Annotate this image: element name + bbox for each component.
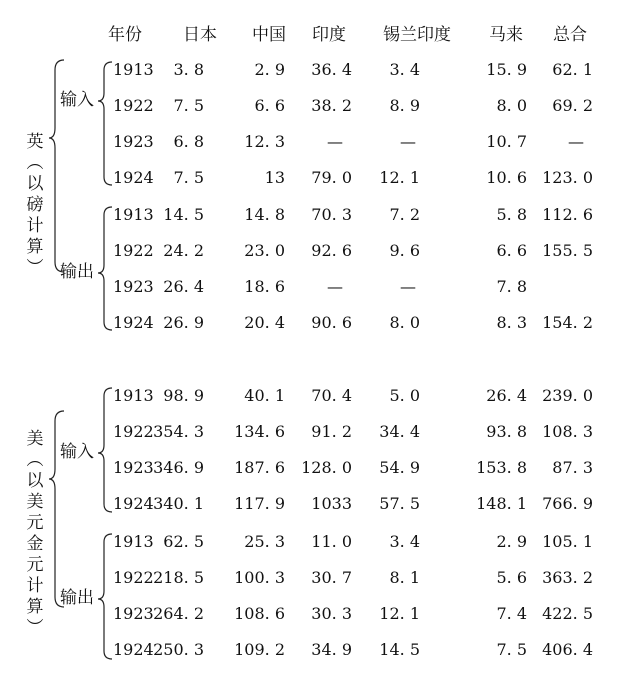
cell-japan: 218. 5	[153, 568, 204, 587]
cell-total: 239. 0	[542, 386, 593, 405]
cell-china: 12. 3	[244, 132, 285, 151]
cell-india: 79. 0	[311, 168, 352, 187]
cell-japan: 346. 9	[153, 458, 204, 477]
cell-ceylon: 14. 5	[379, 640, 420, 659]
cell-india: 36. 4	[311, 60, 352, 79]
cell-total: 108. 3	[542, 422, 593, 441]
cell-year: 1924	[113, 168, 154, 187]
cell-india: —	[327, 132, 343, 151]
section-label-char: 美	[26, 429, 44, 449]
section-label-char: ︵	[26, 450, 44, 470]
group-label-export: 输出	[60, 262, 94, 282]
cell-ceylon: 8. 1	[389, 568, 420, 587]
section-label-char: 以	[26, 174, 44, 194]
cell-year: 1922	[113, 96, 154, 115]
cell-japan: 98. 9	[163, 386, 204, 405]
cell-year: 1924	[113, 640, 154, 659]
header-china: 中国	[252, 25, 286, 45]
section-label-char: 英	[26, 132, 44, 152]
cell-total: —	[568, 132, 584, 151]
cell-malaya: 26. 4	[486, 386, 527, 405]
cell-ceylon: 12. 1	[379, 604, 420, 623]
cell-malaya: 7. 4	[496, 604, 527, 623]
cell-ceylon: 3. 4	[389, 60, 420, 79]
cell-india: 70. 4	[311, 386, 352, 405]
cell-japan: 62. 5	[163, 532, 204, 551]
cell-japan: 250. 3	[153, 640, 204, 659]
cell-china: 6. 6	[254, 96, 285, 115]
cell-india: 70. 3	[311, 205, 352, 224]
cell-china: 23. 0	[244, 241, 285, 260]
group-bracket	[98, 388, 112, 512]
cell-ceylon: 3. 4	[389, 532, 420, 551]
cell-malaya: 8. 0	[496, 96, 527, 115]
cell-total: 112. 6	[542, 205, 593, 224]
header-india: 印度	[312, 25, 346, 45]
cell-year: 1923	[113, 458, 154, 477]
cell-total: 363. 2	[542, 568, 593, 587]
cell-japan: 26. 4	[163, 277, 204, 296]
cell-japan: 7. 5	[173, 168, 204, 187]
cell-india: 92. 6	[311, 241, 352, 260]
cell-china: 2. 9	[254, 60, 285, 79]
cell-japan: 340. 1	[153, 494, 204, 513]
cell-japan: 24. 2	[163, 241, 204, 260]
cell-malaya: 2. 9	[496, 532, 527, 551]
section-label-char: ︶	[26, 258, 44, 278]
cell-ceylon: 7. 2	[389, 205, 420, 224]
cell-india: 128. 0	[301, 458, 352, 477]
cell-total: 62. 1	[552, 60, 593, 79]
header-malaya: 马来	[489, 25, 523, 45]
section-bracket	[49, 60, 64, 272]
section-label-char: 磅	[26, 195, 44, 215]
cell-china: 187. 6	[234, 458, 285, 477]
cell-malaya: 5. 6	[496, 568, 527, 587]
cell-india: 1033	[311, 494, 352, 513]
cell-japan: 354. 3	[153, 422, 204, 441]
section-label-char: 元	[26, 513, 44, 533]
header-total: 总合	[553, 25, 587, 45]
cell-india: 90. 6	[311, 313, 352, 332]
cell-year: 1924	[113, 313, 154, 332]
group-label-import: 输入	[60, 90, 94, 110]
cell-japan: 26. 9	[163, 313, 204, 332]
cell-total: 105. 1	[542, 532, 593, 551]
cell-total: 87. 3	[552, 458, 593, 477]
cell-china: 108. 6	[234, 604, 285, 623]
cell-india: 38. 2	[311, 96, 352, 115]
section-label-char: 美	[26, 492, 44, 512]
cell-japan: 14. 5	[163, 205, 204, 224]
group-bracket	[98, 534, 112, 659]
cell-india: 30. 3	[311, 604, 352, 623]
cell-india: 30. 7	[311, 568, 352, 587]
cell-malaya: 10. 6	[486, 168, 527, 187]
cell-year: 1922	[113, 422, 154, 441]
cell-year: 1923	[113, 277, 154, 296]
cell-total: 69. 2	[552, 96, 593, 115]
section-label-char: 算	[26, 237, 44, 257]
section-label-char: 计	[26, 216, 44, 236]
cell-total: 422. 5	[542, 604, 593, 623]
cell-china: 13	[264, 168, 285, 187]
cell-malaya: 6. 6	[496, 241, 527, 260]
header-ceylon-india: 锡兰印度	[383, 25, 451, 45]
cell-malaya: 5. 8	[496, 205, 527, 224]
cell-ceylon: 34. 4	[379, 422, 420, 441]
cell-ceylon: —	[400, 277, 416, 296]
cell-china: 100. 3	[234, 568, 285, 587]
cell-year: 1922	[113, 241, 154, 260]
section-label-char: 计	[26, 576, 44, 596]
cell-year: 1913	[113, 60, 154, 79]
group-label-export: 输出	[60, 588, 94, 608]
cell-total: 155. 5	[542, 241, 593, 260]
cell-year: 1923	[113, 132, 154, 151]
cell-malaya: 10. 7	[486, 132, 527, 151]
cell-total: 123. 0	[542, 168, 593, 187]
cell-malaya: 8. 3	[496, 313, 527, 332]
cell-year: 1922	[113, 568, 154, 587]
section-label-char: 以	[26, 471, 44, 491]
section-label-char: 金	[26, 534, 44, 554]
cell-japan: 264. 2	[153, 604, 204, 623]
cell-malaya: 148. 1	[476, 494, 527, 513]
cell-japan: 6. 8	[173, 132, 204, 151]
cell-china: 18. 6	[244, 277, 285, 296]
header-japan: 日本	[183, 25, 217, 45]
header-year: 年份	[108, 25, 142, 45]
cell-total: 154. 2	[542, 313, 593, 332]
cell-year: 1924	[113, 494, 154, 513]
cell-malaya: 93. 8	[486, 422, 527, 441]
cell-china: 14. 8	[244, 205, 285, 224]
cell-china: 20. 4	[244, 313, 285, 332]
cell-malaya: 15. 9	[486, 60, 527, 79]
cell-china: 117. 9	[234, 494, 285, 513]
cell-japan: 7. 5	[173, 96, 204, 115]
cell-malaya: 153. 8	[476, 458, 527, 477]
group-bracket	[98, 62, 112, 185]
cell-china: 40. 1	[244, 386, 285, 405]
section-label-char: 算	[26, 597, 44, 617]
cell-india: —	[327, 277, 343, 296]
cell-china: 25. 3	[244, 532, 285, 551]
section-label-char: ︵	[26, 153, 44, 173]
group-label-import: 输入	[60, 442, 94, 462]
cell-india: 34. 9	[311, 640, 352, 659]
cell-china: 109. 2	[234, 640, 285, 659]
cell-ceylon: 9. 6	[389, 241, 420, 260]
cell-japan: 3. 8	[173, 60, 204, 79]
cell-year: 1913	[113, 532, 154, 551]
cell-ceylon: 54. 9	[379, 458, 420, 477]
section-bracket	[49, 411, 64, 607]
cell-ceylon: 57. 5	[379, 494, 420, 513]
section-label-char: 元	[26, 555, 44, 575]
cell-india: 91. 2	[311, 422, 352, 441]
section-label-char: ︶	[26, 618, 44, 638]
cell-ceylon: 5. 0	[389, 386, 420, 405]
cell-india: 11. 0	[311, 532, 352, 551]
cell-total: 406. 4	[542, 640, 593, 659]
cell-malaya: 7. 5	[496, 640, 527, 659]
cell-ceylon: 8. 0	[389, 313, 420, 332]
cell-year: 1923	[113, 604, 154, 623]
cell-malaya: 7. 8	[496, 277, 527, 296]
cell-china: 134. 6	[234, 422, 285, 441]
cell-ceylon: —	[400, 132, 416, 151]
group-bracket	[98, 207, 112, 330]
cell-ceylon: 8. 9	[389, 96, 420, 115]
cell-year: 1913	[113, 205, 154, 224]
cell-year: 1913	[113, 386, 154, 405]
cell-total: 766. 9	[542, 494, 593, 513]
cell-ceylon: 12. 1	[379, 168, 420, 187]
